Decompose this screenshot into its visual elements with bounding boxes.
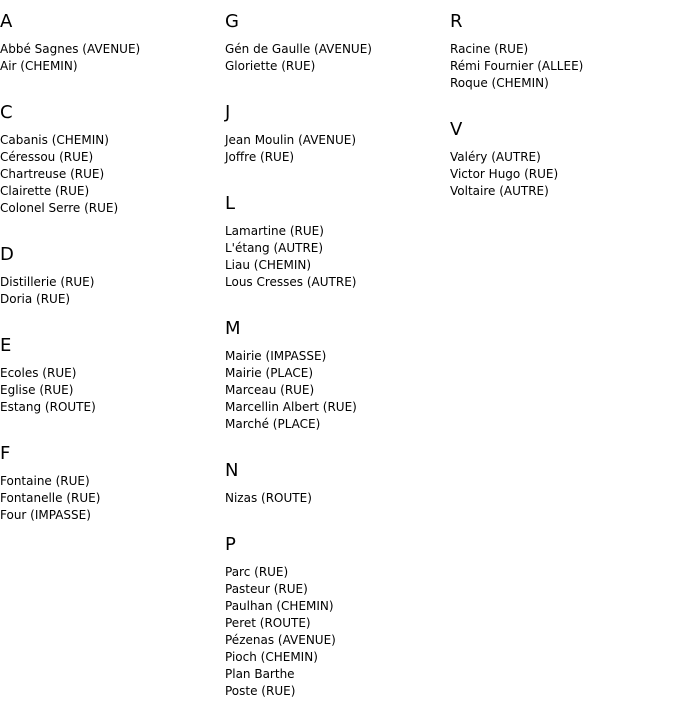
street-list [450, 41, 583, 92]
street-list [225, 132, 356, 166]
street-item[interactable]: Abbé Sagnes (AVENUE) [0, 42, 141, 56]
street-item[interactable]: Peret (ROUTE) [225, 616, 311, 630]
letter-group-e [0, 335, 96, 416]
street-item[interactable]: Gloriette (RUE) [225, 59, 316, 73]
street-item[interactable]: Parc (RUE) [225, 565, 289, 579]
street-item[interactable]: Fontanelle (RUE) [0, 491, 101, 505]
section-letter: G [225, 11, 239, 32]
street-item[interactable]: Céressou (RUE) [0, 150, 94, 164]
street-item[interactable]: Paulhan (CHEMIN) [225, 599, 334, 613]
street-item[interactable]: Ecoles (RUE) [0, 366, 77, 380]
letter-group-c [0, 102, 118, 217]
letter-group-a [0, 11, 140, 75]
letter-group-v [450, 119, 558, 200]
street-item[interactable]: Lous Cresses (AUTRE) [225, 275, 357, 289]
street-item[interactable]: Pioch (CHEMIN) [225, 650, 318, 664]
street-list [0, 274, 94, 308]
letter-group-f [0, 443, 100, 524]
section-letter: F [0, 443, 11, 464]
letter-group-n [225, 460, 312, 507]
section-letter: J [225, 102, 231, 123]
street-item[interactable]: Marché (PLACE) [225, 417, 321, 431]
street-item[interactable]: L'étang (AUTRE) [225, 241, 324, 255]
street-item[interactable]: Valéry (AUTRE) [450, 150, 541, 164]
street-list [450, 149, 558, 200]
street-item[interactable]: Mairie (PLACE) [225, 366, 314, 380]
letter-group-p [225, 534, 336, 700]
letter-group-r [450, 11, 583, 92]
street-list [225, 41, 372, 75]
section-letter: A [0, 11, 13, 32]
street-item[interactable]: Chartreuse (RUE) [0, 167, 105, 181]
section-letter: M [225, 318, 241, 339]
street-item[interactable]: Jean Moulin (AVENUE) [225, 133, 357, 147]
street-item[interactable]: Pézenas (AVENUE) [225, 633, 336, 647]
letter-group-m [225, 318, 357, 433]
street-item[interactable]: Eglise (RUE) [0, 383, 74, 397]
letter-group-l [225, 193, 356, 291]
street-item[interactable]: Pasteur (RUE) [225, 582, 308, 596]
street-item[interactable]: Doria (RUE) [0, 292, 71, 306]
street-item[interactable]: Air (CHEMIN) [0, 59, 78, 73]
section-letter: D [0, 244, 14, 265]
street-item[interactable]: Fontaine (RUE) [0, 474, 90, 488]
section-letter: L [225, 193, 236, 214]
street-item[interactable]: Marceau (RUE) [225, 383, 315, 397]
street-item[interactable]: Gén de Gaulle (AVENUE) [225, 42, 372, 56]
letter-group-j [225, 102, 356, 166]
street-item[interactable]: Victor Hugo (RUE) [450, 167, 559, 181]
street-item[interactable]: Colonel Serre (RUE) [0, 201, 119, 215]
street-item[interactable]: Liau (CHEMIN) [225, 258, 312, 272]
street-item[interactable]: Plan Barthe [225, 667, 295, 681]
section-letter: R [450, 11, 463, 32]
street-list [0, 41, 140, 75]
street-item[interactable]: Nizas (ROUTE) [225, 491, 312, 505]
street-list [0, 365, 96, 416]
street-item[interactable]: Roque (CHEMIN) [450, 76, 549, 90]
street-list [225, 564, 336, 700]
street-item[interactable]: Voltaire (AUTRE) [450, 184, 549, 198]
street-item[interactable]: Lamartine (RUE) [225, 224, 324, 238]
street-item[interactable]: Rémi Fournier (ALLEE) [450, 59, 584, 73]
letter-group-d [0, 244, 94, 308]
section-letter: C [0, 102, 13, 123]
street-item[interactable]: Distillerie (RUE) [0, 275, 95, 289]
street-list [0, 473, 100, 524]
street-list [225, 348, 357, 433]
street-item[interactable]: Clairette (RUE) [0, 184, 90, 198]
street-item[interactable]: Estang (ROUTE) [0, 400, 96, 414]
section-letter: P [225, 534, 236, 555]
street-list [0, 132, 118, 217]
street-item[interactable]: Mairie (IMPASSE) [225, 349, 327, 363]
street-list [225, 490, 312, 507]
street-item[interactable]: Marcellin Albert (RUE) [225, 400, 357, 414]
letter-group-g [225, 11, 372, 75]
section-letter: V [450, 119, 463, 140]
section-letter: E [0, 335, 12, 356]
street-item[interactable]: Joffre (RUE) [225, 150, 295, 164]
street-item[interactable]: Racine (RUE) [450, 42, 529, 56]
street-list [225, 223, 356, 291]
street-item[interactable]: Poste (RUE) [225, 684, 296, 698]
section-letter: N [225, 460, 239, 481]
street-item[interactable]: Cabanis (CHEMIN) [0, 133, 109, 147]
street-item[interactable]: Four (IMPASSE) [0, 508, 91, 522]
